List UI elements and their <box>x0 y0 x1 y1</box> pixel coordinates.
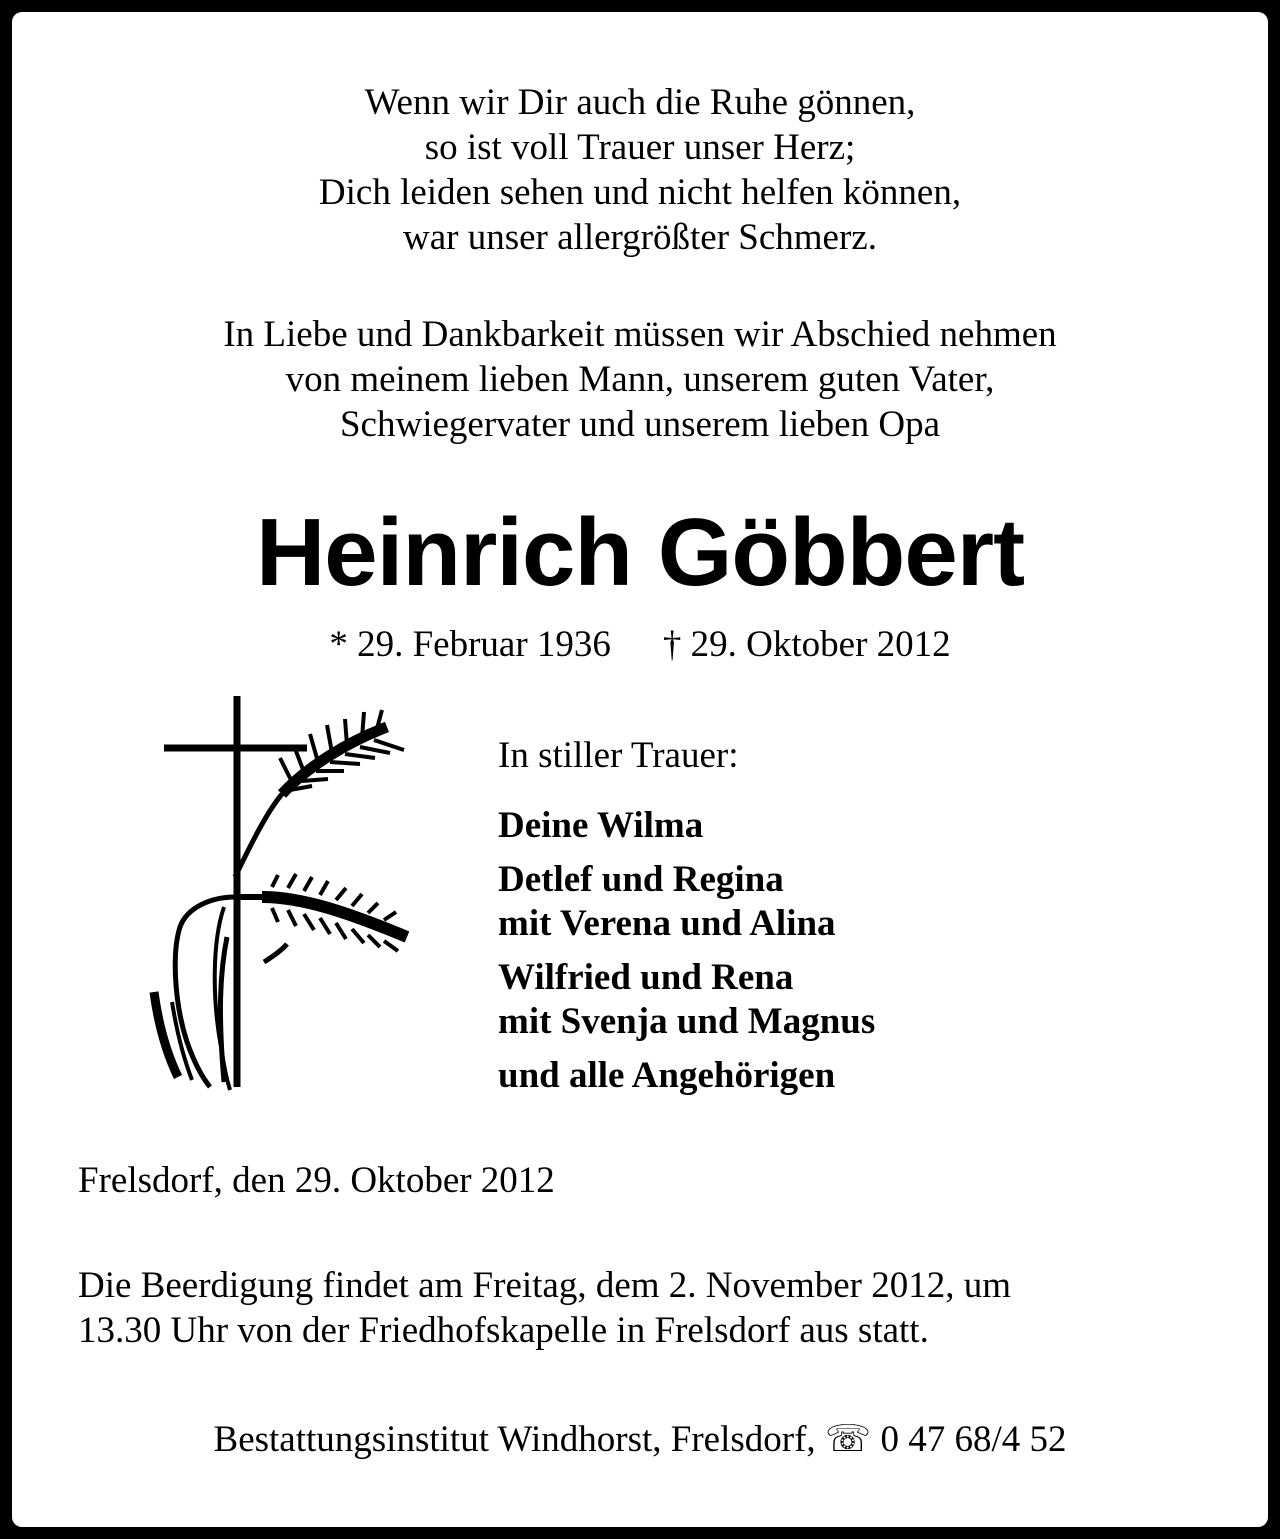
poem-line: so ist voll Trauer unser Herz; <box>424 127 856 168</box>
undertaker-phone: 0 47 68/4 52 <box>880 1419 1067 1460</box>
life-dates <box>12 622 1268 667</box>
mourner-line: Detlef und Regina <box>498 859 784 900</box>
farewell-intro <box>12 312 1268 447</box>
mourner-line: Deine Wilma <box>498 805 704 846</box>
mourner-line: und alle Angehörigen <box>498 1055 836 1096</box>
intro-line: von meinem lieben Mann, unserem guten Vater, <box>285 359 995 400</box>
death-date: † 29. Oktober 2012 <box>662 624 951 665</box>
mourner-line: mit Svenja und Magnus <box>498 1001 876 1042</box>
mourner-group <box>498 956 1238 1044</box>
mourner-group <box>498 1054 1238 1098</box>
mourner-group <box>498 804 1238 848</box>
poem-line: war unser allergrößter Schmerz. <box>403 217 877 258</box>
intro-line: In Liebe und Dankbarkeit müssen wir Abschied nehmen <box>223 314 1057 355</box>
funeral-info <box>78 1263 1238 1353</box>
mourner-line: mit Verena und Alina <box>498 903 836 944</box>
poem-line: Wenn wir Dir auch die Ruhe gönnen, <box>364 82 916 123</box>
undertaker-name: Bestattungsinstitut Windhorst, Frelsdorf, <box>213 1419 816 1460</box>
telephone-icon: ☏ <box>824 1419 872 1460</box>
mourner-line: Wilfried und Rena <box>498 957 794 998</box>
funeral-line: 13.30 Uhr von der Friedhofskapelle in Frelsdorf aus statt. <box>78 1310 929 1351</box>
mourners-heading: In stiller Trauer: <box>498 735 739 776</box>
cross-with-wheat-icon <box>132 682 412 1092</box>
poem <box>12 80 1268 260</box>
deceased-name: Heinrich Göbbert <box>255 499 1025 606</box>
mourners-list <box>498 734 1238 1108</box>
poem-line: Dich leiden sehen und nicht helfen können, <box>318 172 962 213</box>
funeral-line: Die Beerdigung findet am Freitag, dem 2. November 2012, um <box>78 1265 1012 1306</box>
undertaker-contact <box>12 1417 1268 1462</box>
mourner-group <box>498 858 1238 946</box>
place-and-date: Frelsdorf, den 29. Oktober 2012 <box>78 1160 555 1201</box>
intro-line: Schwiegervater und unserem lieben Opa <box>339 404 940 445</box>
obituary-notice <box>12 12 1268 1527</box>
birth-date: * 29. Februar 1936 <box>329 624 611 665</box>
